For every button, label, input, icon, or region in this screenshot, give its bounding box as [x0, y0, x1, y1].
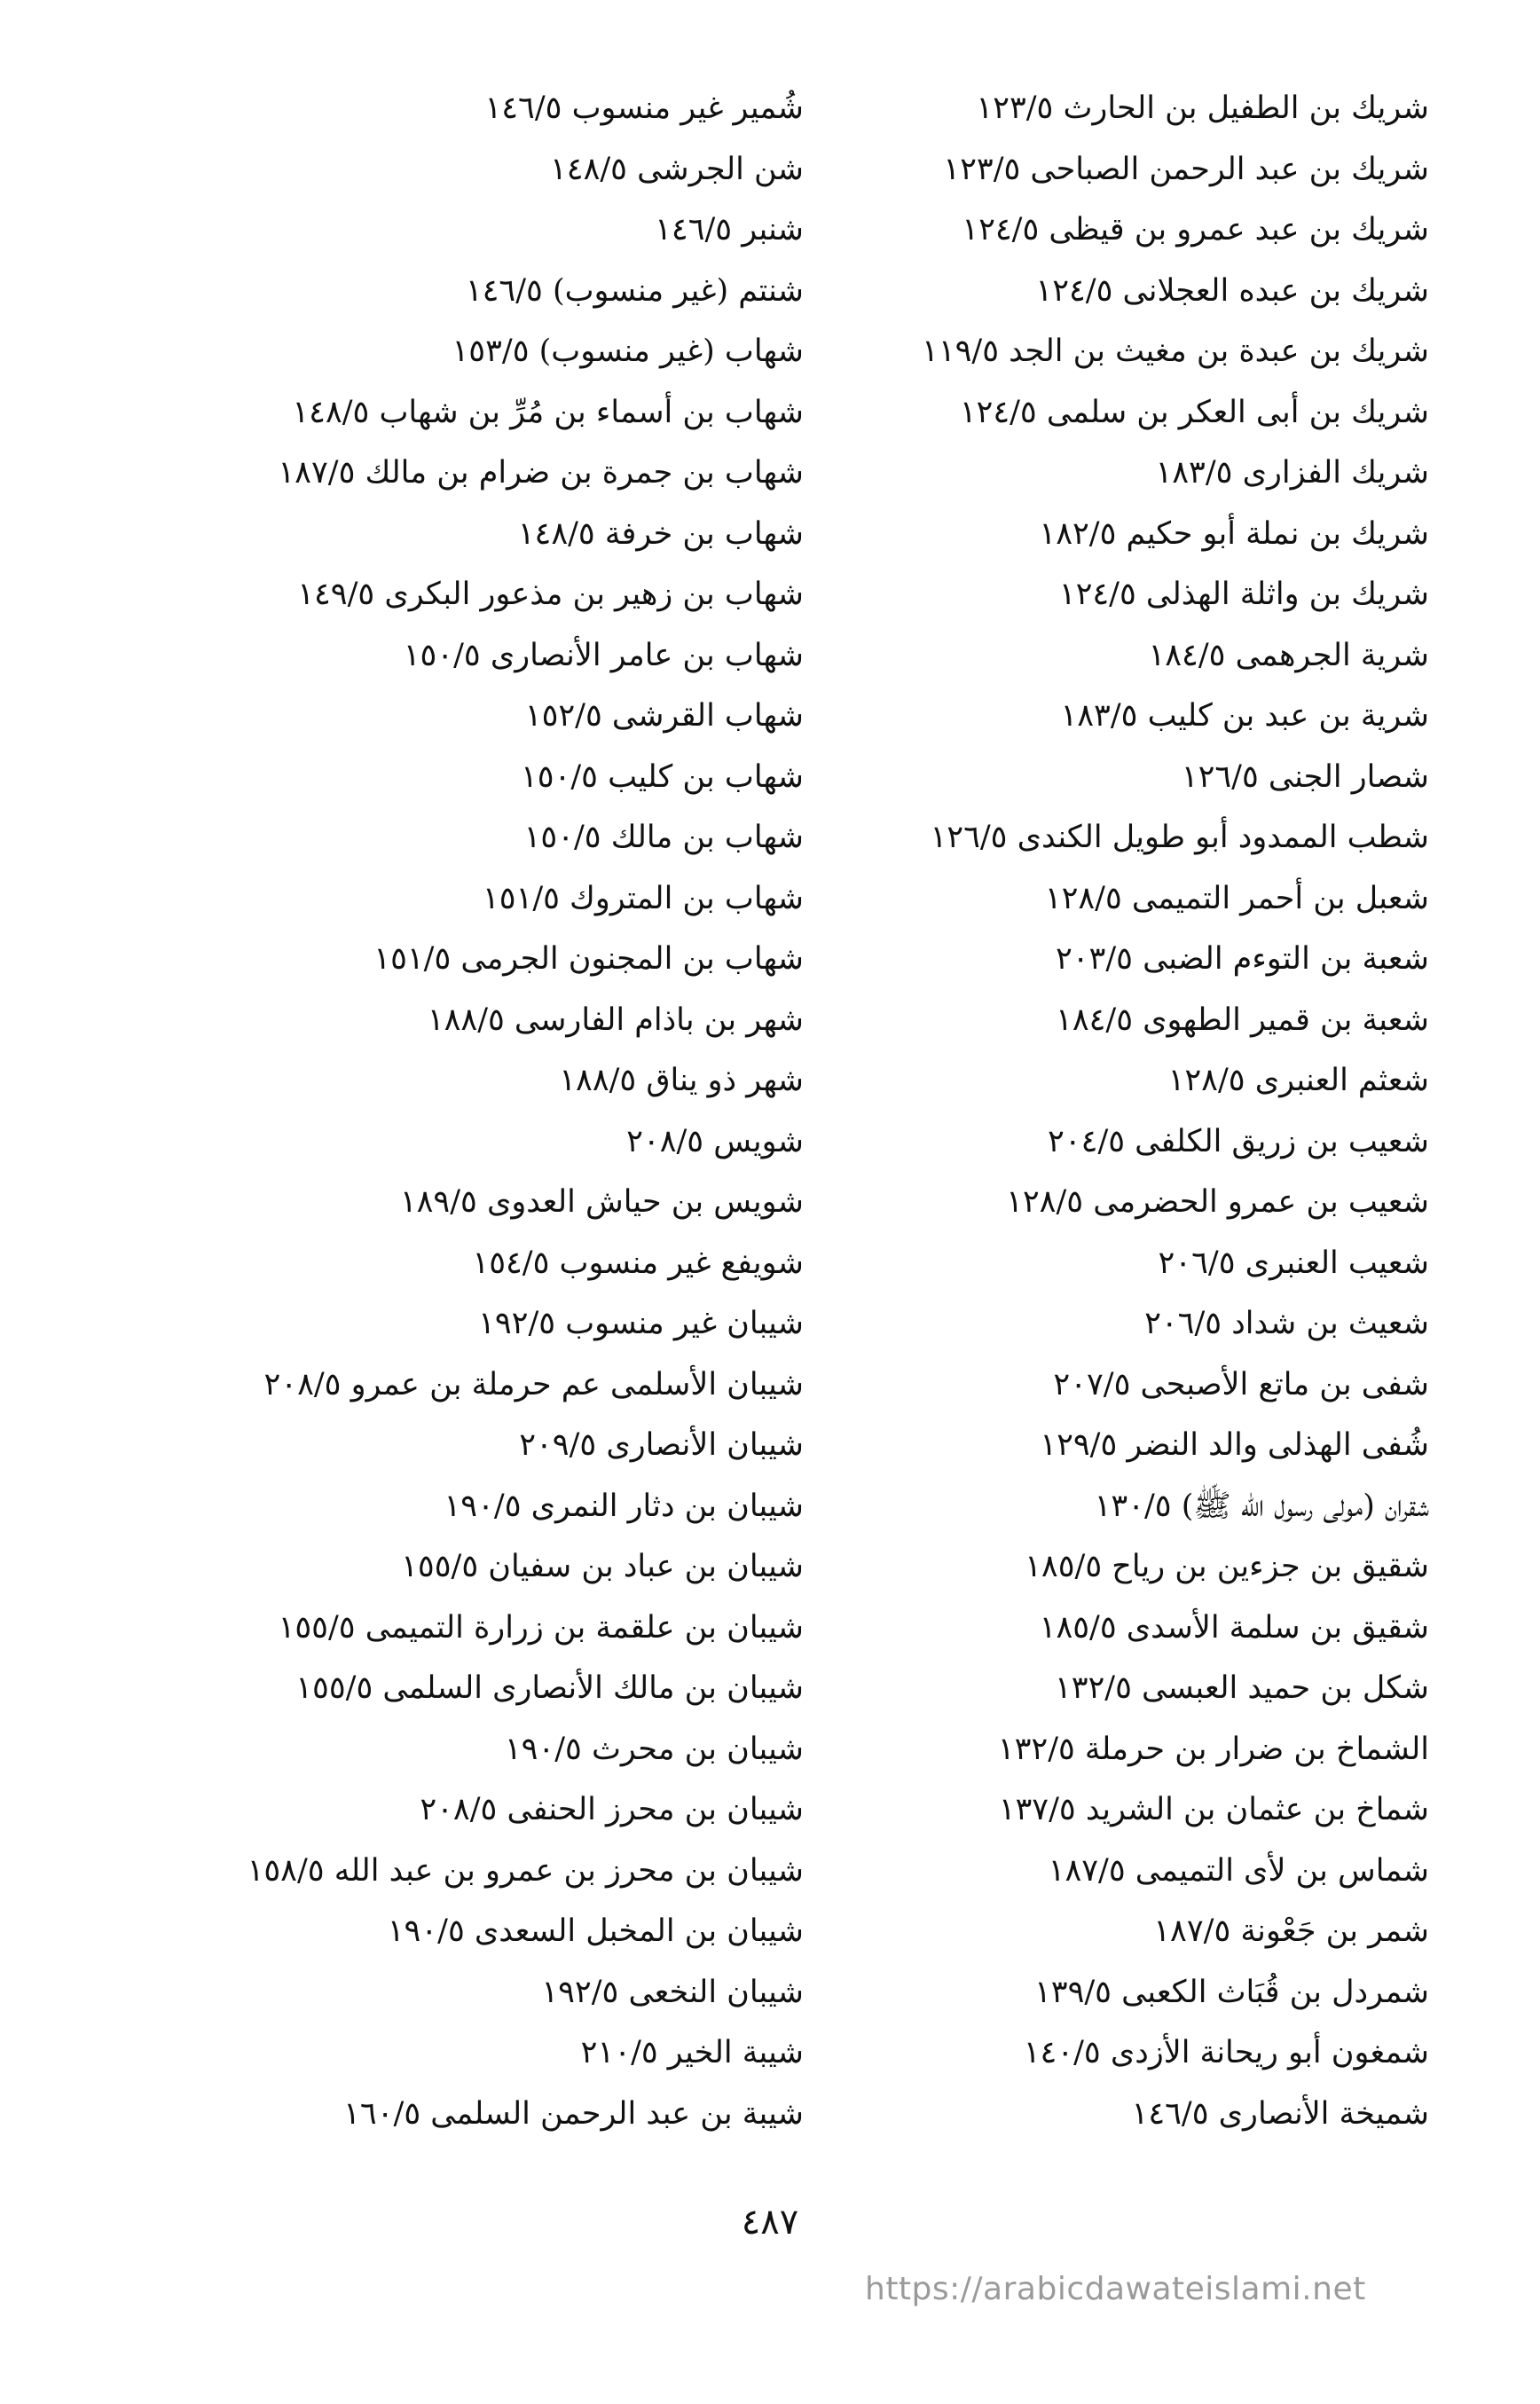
- index-entry: شويس ٢٠٨/٥: [626, 1123, 804, 1159]
- index-entry: شهاب بن المجنون الجرمى ١٥١/٥: [373, 941, 804, 977]
- index-entry: شماخ بن عثمان بن الشريد ١٣٧/٥: [998, 1792, 1429, 1827]
- index-entry: شيبان بن محرث ١٩٠/٥: [504, 1731, 804, 1767]
- index-entry: شيبان الأنصارى ٢٠٩/٥: [519, 1427, 804, 1463]
- index-entry: شهاب بن جمرة بن ضرام بن مالك ١٨٧/٥: [278, 455, 804, 491]
- index-entry: شعيب بن عمرو الحضرمى ١٢٨/٥: [1006, 1184, 1429, 1220]
- index-entry: شهاب بن عامر الأنصارى ١٥٠/٥: [403, 637, 804, 673]
- right-column: [861, 78, 1429, 2144]
- index-entry: شعيب بن زريق الكلفى ٢٠٤/٥: [1048, 1123, 1429, 1159]
- index-entry: شيبان بن مالك الأنصارى السلمى ١٥٥/٥: [295, 1670, 804, 1706]
- index-entry: شويس بن حياش العدوى ١٨٩/٥: [399, 1184, 804, 1220]
- index-entry: شصار الجنى ١٢٦/٥: [1181, 758, 1429, 795]
- index-entry: شيبان بن دثار النمرى ١٩٠/٥: [444, 1488, 804, 1524]
- index-entry: شكل بن حميد العبسى ١٣٢/٥: [1054, 1670, 1429, 1706]
- index-entry: شريك بن الطفيل بن الحارث ١٢٣/٥: [976, 90, 1429, 126]
- index-entry: شيبان الأسلمى عم حرملة بن عمرو ٢٠٨/٥: [263, 1366, 804, 1402]
- index-entry: شهر ذو يناق ١٨٨/٥: [559, 1063, 804, 1098]
- index-entry: شيبان بن المخبل السعدى ١٩٠/٥: [387, 1913, 804, 1949]
- index-entry: شريك بن أبى العكر بن سلمى ١٢٤/٥: [959, 394, 1429, 430]
- index-entry: شعبل بن أحمر التميمى ١٢٨/٥: [1044, 880, 1429, 916]
- index-entry: شمغون أبو ريحانة الأزدى ١٤٠/٥: [1023, 2035, 1429, 2070]
- left-column: [200, 78, 804, 2144]
- index-entry: شن الجرشى ١٤٨/٥: [549, 151, 804, 187]
- index-entry: الشماخ بن ضرار بن حرملة ١٣٢/٥: [997, 1731, 1429, 1767]
- index-entry: شيبان بن محرز الحنفى ٢٠٨/٥: [420, 1792, 804, 1827]
- index-entry: شعبة بن التوءم الضبى ٢٠٣/٥: [1055, 941, 1429, 977]
- index-entry: شهاب بن أسماء بن مُرِّ بن شهاب ١٤٨/٥: [292, 394, 804, 430]
- index-entry: شُمير غير منسوب ١٤٦/٥: [484, 90, 804, 126]
- index-entry: شهاب بن مالك ١٥٠/٥: [523, 820, 804, 855]
- index-entry: شعثم العنبرى ١٢٨/٥: [1167, 1063, 1429, 1098]
- index-entry: شريك بن عبده العجلانى ١٢٤/٥: [1035, 272, 1429, 309]
- index-entry: شقران (مولى رسول الله ﷺ) ١٣٠/٥: [1094, 1488, 1429, 1524]
- index-entry: شهاب (غير منسوب) ١٥٣/٥: [452, 334, 804, 369]
- index-entry: شريك بن عبد عمرو بن قيظى ١٢٤/٥: [962, 212, 1429, 247]
- index-entry: شطب الممدود أبو طويل الكندى ١٢٦/٥: [930, 820, 1429, 855]
- index-entry: شويفع غير منسوب ١٥٤/٥: [472, 1245, 804, 1281]
- page-number: ٤٨٧: [741, 2202, 799, 2243]
- index-entry: شيبان بن عباد بن سفيان ١٥٥/٥: [401, 1549, 804, 1584]
- index-entry: شنبر ١٤٦/٥: [655, 212, 804, 247]
- index-entry: شقيق بن جزءين بن رياح ١٨٥/٥: [1025, 1549, 1429, 1584]
- index-entry: شعيث بن شداد ٢٠٦/٥: [1144, 1306, 1429, 1341]
- index-entry: شهاب بن المتروك ١٥١/٥: [482, 880, 804, 916]
- index-entry: شيبة الخير ٢١٠/٥: [580, 2035, 804, 2070]
- watermark-url: https://arabicdawateislami.net: [865, 2271, 1366, 2307]
- index-entry: شقيق بن سلمة الأسدى ١٨٥/٥: [1039, 1609, 1429, 1646]
- index-entry: شمر بن جَعْونة ١٨٧/٥: [1153, 1913, 1429, 1949]
- index-entry: شريك بن عبد الرحمن الصباحى ١٢٣/٥: [943, 151, 1429, 187]
- index-entry: شعبة بن قمير الطهوى ١٨٤/٥: [1056, 1002, 1429, 1038]
- index-entry: شماس بن لأى التميمى ١٨٧/٥: [1048, 1852, 1429, 1889]
- index-entry: شهاب القرشى ١٥٢/٥: [524, 698, 804, 734]
- index-entry: شريك بن واثلة الهذلى ١٢٤/٥: [1058, 577, 1429, 612]
- index-entry: شرية بن عبد بن كليب ١٨٣/٥: [1060, 698, 1429, 734]
- index-entry: شيبان النخعى ١٩٢/٥: [541, 1974, 804, 2010]
- index-entry: شنتم (غير منسوب) ١٤٦/٥: [465, 272, 804, 309]
- index-entry: شرية الجرهمى ١٨٤/٥: [1148, 637, 1429, 673]
- index-entry: شريك الفزارى ١٨٣/٥: [1155, 455, 1429, 491]
- index-entry: شريك بن نملة أبو حكيم ١٨٢/٥: [1039, 515, 1429, 552]
- index-entry: شُفى الهذلى والد النضر ١٢٩/٥: [1040, 1427, 1429, 1463]
- index-entry: شهاب بن كليب ١٥٠/٥: [520, 758, 804, 795]
- index-entry: شفى بن ماتع الأصبحى ٢٠٧/٥: [1053, 1366, 1429, 1402]
- index-entry: شريك بن عبدة بن مغيث بن الجد ١١٩/٥: [922, 334, 1429, 369]
- index-entry: شهر بن باذام الفارسى ١٨٨/٥: [427, 1002, 804, 1038]
- index-entry: شهاب بن زهير بن مذعور البكرى ١٤٩/٥: [297, 577, 804, 612]
- index-entry: شهاب بن خرفة ١٤٨/٥: [517, 515, 804, 552]
- index-entry: شيبان بن محرز بن عمرو بن عبد الله ١٥٨/٥: [247, 1852, 804, 1889]
- index-entry: شمردل بن قُبَاث الكعبى ١٣٩/٥: [1033, 1974, 1429, 2010]
- index-entry: شعيب العنبرى ٢٠٦/٥: [1158, 1245, 1429, 1281]
- index-entry: شميخة الأنصارى ١٤٦/٥: [1131, 2095, 1429, 2132]
- index-entry: شيبان غير منسوب ١٩٢/٥: [478, 1306, 804, 1341]
- index-entry: شيبان بن علقمة بن زرارة التميمى ١٥٥/٥: [278, 1609, 804, 1646]
- index-entry: شيبة بن عبد الرحمن السلمى ١٦٠/٥: [343, 2095, 804, 2132]
